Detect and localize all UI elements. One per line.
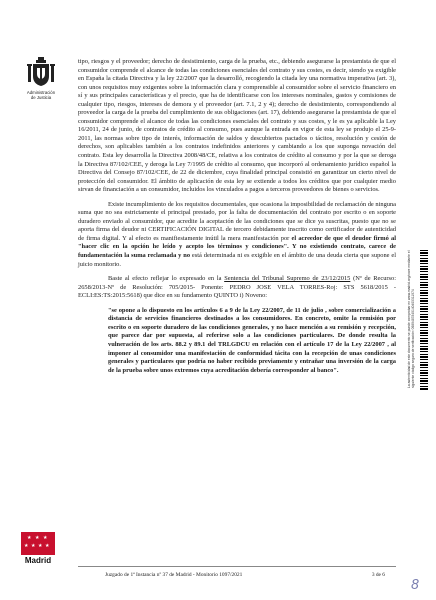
coat-of-arms-icon (26, 56, 56, 88)
madrid-logo (18, 532, 58, 565)
footer-divider (78, 566, 396, 567)
document-body (78, 58, 396, 381)
barcode (420, 250, 428, 390)
sentence-reference: Sentencia del Tribunal Supremo de 23/12/2015 (224, 275, 351, 283)
madrid-label: Madrid (24, 556, 52, 565)
paragraph-1: tipo, riesgos y el proveedor; derecho de desistimiento, carga de la prueba, etc., debiendo asegurarse la prestamista de que el consumidor comprende el alcance de todas las condiciones esenciales del contrato y sus costes, es decir, siendo ya exigible en España la citada Directiva y la ley 22/2007 que la desarrolló, recogiendo la citada ley una normativa imperativa (art. 3), con unos requisitos muy exigentes sobre la información clara y comprensible al consumidor sobre el servicio financiero en sí y sus principales características y el precio, que ha de identificarse con los intereses nominales, gastos y comisiones de cualquier tipo, riesgos, intereses de demora y el proveedor (art. 7.1, 2 y 4); derecho de desistimiento, correspondiendo al proveedor la carga de la prueba del cumplimiento de sus obligaciones (art. 17), debiendo asegurarse la prestamista de que el consumidor comprende el alcance de todas las condiciones esenciales del contrato y sus costes, y le es ya aplicable la Ley 16/2011, 24 de junio, de contratos de crédito al consumo, pues aunque la entrada en vigor de esta ley se produjo el 25-9-2011, las normas sobre tipo de interés, información de saldos y descubiertos pactados o tácitos, resolución y cesión de derechos, son aplicables también a los contratos indefinidos anteriores y cambiando a los que suponga novación del contrato. Esta ley desarrolla la Directiva 2008/48/CE, relativa a los contratos de crédito al consumo y por la que se deroga la Directiva 87/102/CEE, y deroga la Ley 7/1995 de crédito al consumo, que incorporó al ordenamiento jurídico español la Directiva del Consejo 87/102/CEE, de 22 de diciembre, cuya finalidad principal consistió en garantizar un cierto nivel de protección del consumidor. El ámbito de aplicación de esta ley se extiende a todos los créditos que por cualquier medio sirvan de financiación a un consumidor, incluidos los vinculados a pagos a terceros proveedores de bienes o servicios. (78, 58, 396, 194)
footer-page-number: 3 de 6 (371, 572, 385, 578)
quoted-passage: "se opone a lo dispuesto en los artículos 6 a 9 de la Ley 22/2007, de 11 de julio , sobre comercialización a distancia de servicios financieros destinados a los consumidores. En concreto, omite la remisión por escrito o en soporte duradero de las condiciones generales, y no hace mención a su remisión y recepción, que parece dar por supuesta, al referirse solo a las condiciones particulares. De donde resulta la vulneración de los arts. 88.2 y 89.1 del TRLGDCU en relación con el artículo 17 de la Ley 22/2007 , al imponer al consumidor una manifestación de conformidad tácita con la recepción de unas condiciones generales y particulares que podría no haber recibido previamente y entrañar una inversión de la carga de la prueba sobre unos extremos cuya acreditación debería corresponder al banco". (108, 306, 396, 374)
page-footer (105, 572, 385, 578)
paragraph-2-bold: el acreedor de que el deudor firmó al "hacer clic en la opción he leído y acepto los términos y condiciones". Y no existiendo contrato, carece de fundamentación la suma reclamada y no (78, 234, 396, 260)
verification-note: La autenticidad de este documento se puede comprobar en www.madrid.org/cove mediante el siguiente código seguro de verificación: 0989487840140403311974 (407, 250, 415, 388)
logo-label: Administración de Justicia (26, 90, 56, 100)
justice-logo (20, 56, 62, 100)
handwritten-page-number: 8 (411, 578, 420, 593)
footer-court: Juzgado de 1ª Instancia nº 37 de Madrid - Monitorio 1097/2021 (105, 572, 243, 578)
madrid-flag-icon: ★ ★ ★ ★ ★ ★ ★ (21, 532, 55, 555)
paragraph-2: Existe incumplimiento de los requisitos documentales, que ocasiona la imposibilidad de reclamación de ninguna suma que no sea estrictamente el principal prestado, por la falta de documentación del contrato por escrito o en soporte duradero enviado al consumidor, que acredite la aceptación de las condiciones que se dice ya suscritas, puesto que no se aporta firma del deudor ni CERTIFICACIÓN DIGITAL de tercero debidamente inscrito como certificador de autenticidad de firma digital. Y al efecto es manifiestamente inútil la mera manifestación por el acreedor de que el deudor firmó al "hacer clic en la opción he leído y acepto los términos y condiciones". Y no existiendo contrato, carece de fundamentación la suma reclamada y no está determinada ni es exigible en el ámbito de una deuda cierta que supone el juicio monitorio. (78, 200, 397, 268)
paragraph-3: Baste al efecto reflejar lo expresado en la Sentencia del Tribunal Supremo de 23/12/2015 (Nº de Recurso: 2658/2013-Nº de Resolución: 705/2015- Ponente: PEDRO JOSE VELA TORRES-Roj: STS 5618/2015 - ECLI:ES:TS:2015:5618) que dice en su fundamento QUINTO i) Noveno: (78, 275, 396, 300)
